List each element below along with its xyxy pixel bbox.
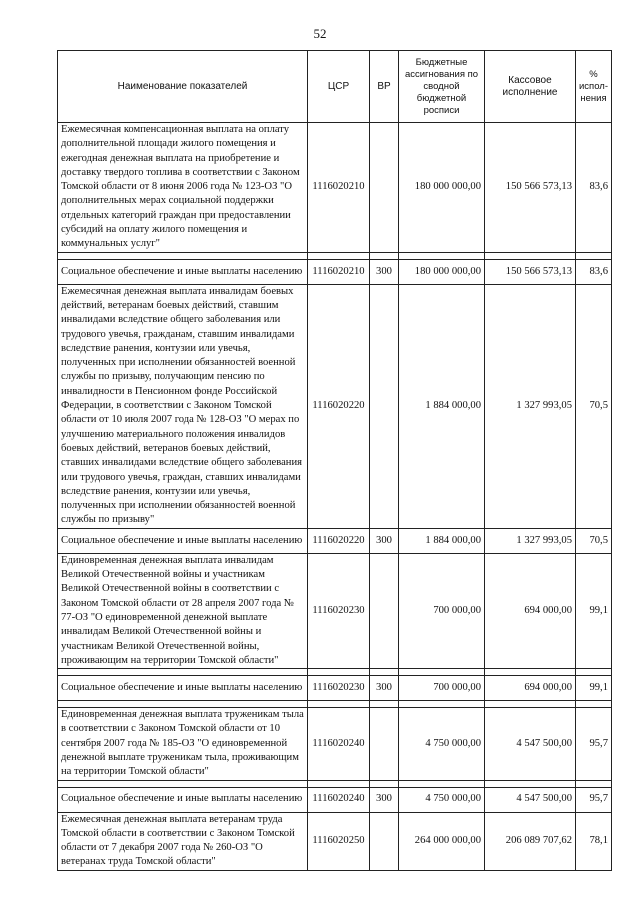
row-vr: 300	[370, 528, 399, 553]
row-vr: 300	[370, 787, 399, 812]
header-budget: Бюджетные ассигнования по сводной бюджетной росписи	[399, 51, 485, 123]
row-csr: 1116020220	[308, 284, 370, 528]
row-percent: 70,5	[576, 528, 612, 553]
row-spacer	[58, 669, 612, 676]
table-row	[58, 284, 612, 528]
row-vr	[370, 284, 399, 528]
table-row	[58, 259, 612, 284]
row-name: Социальное обеспечение и иные выплаты населению	[58, 787, 308, 812]
row-budget: 264 000 000,00	[399, 812, 485, 870]
row-cash: 4 547 500,00	[485, 708, 576, 780]
row-csr: 1116020240	[308, 787, 370, 812]
row-vr: 300	[370, 676, 399, 701]
row-csr: 1116020230	[308, 676, 370, 701]
row-csr: 1116020230	[308, 553, 370, 668]
row-percent: 83,6	[576, 123, 612, 253]
row-cash: 150 566 573,13	[485, 123, 576, 253]
row-budget: 180 000 000,00	[399, 123, 485, 253]
row-budget: 700 000,00	[399, 553, 485, 668]
row-cash: 150 566 573,13	[485, 259, 576, 284]
row-name: Ежемесячная денежная выплата инвалидам боевых действий, ветеранам боевых действий, ставшим инвалидами вследствие общего заболевания или трудового увечья, гражданам, ставшим инвалидами вследствие ранения, контузии или увечья, полученных при исполнении обязанностей военной службы по призыву, получающим пенсию по инвалидности в Пенсионном фонде Российской Федерации, в соответствии с Законом Томской области от 10 июля 2007 года № 128-ОЗ "О мерах по улучшению материального положения инвалидов боевых действий, ветеранов боевых действий, ставших инвалидами вследствие общего заболевания или трудового увечья, граждан, ставших инвалидами вследствие ранения, контузии или увечья, полученных при исполнении обязанностей военной службы по призыву"	[58, 284, 308, 528]
row-percent: 83,6	[576, 259, 612, 284]
row-name: Социальное обеспечение и иные выплаты населению	[58, 259, 308, 284]
row-name: Ежемесячная денежная выплата ветеранам труда Томской области в соответствии с Законом Томской области от 7 декабря 2007 года № 260-ОЗ "О ветеранах труда Томской области"	[58, 812, 308, 870]
row-percent: 70,5	[576, 284, 612, 528]
row-cash: 1 327 993,05	[485, 528, 576, 553]
table-row	[58, 676, 612, 701]
table-row	[58, 708, 612, 780]
row-cash: 4 547 500,00	[485, 787, 576, 812]
row-cash: 694 000,00	[485, 553, 576, 668]
row-budget: 700 000,00	[399, 676, 485, 701]
header-name: Наименование показателей	[58, 51, 308, 123]
row-name: Социальное обеспечение и иные выплаты населению	[58, 676, 308, 701]
row-percent: 78,1	[576, 812, 612, 870]
row-vr	[370, 553, 399, 668]
page-number: 52	[313, 26, 327, 41]
table-row	[58, 123, 612, 253]
row-budget: 1 884 000,00	[399, 284, 485, 528]
row-name: Единовременная денежная выплата труженикам тыла в соответствии с Законом Томской области от 10 сентября 2007 года № 185-ОЗ "О единовременной денежной выплате труженикам тыла, проживающим на территории Томской области"	[58, 708, 308, 780]
row-budget: 1 884 000,00	[399, 528, 485, 553]
table-row	[58, 528, 612, 553]
row-budget: 4 750 000,00	[399, 708, 485, 780]
row-budget: 4 750 000,00	[399, 787, 485, 812]
row-name: Ежемесячная компенсационная выплата на оплату дополнительной площади жилого помещения и ежегодная денежная выплата на приобретение и доставку твердого топлива в соответствии с Законом Томской области от 8 июня 2006 года № 123-ОЗ "О дополнительных мерах социальной поддержки отдельных категорий граждан при предоставлении субсидий на оплату жилого помещения и коммунальных услуг"	[58, 123, 308, 253]
row-vr	[370, 708, 399, 780]
row-percent: 99,1	[576, 676, 612, 701]
row-percent: 95,7	[576, 787, 612, 812]
budget-execution-table	[57, 50, 612, 871]
row-csr: 1116020210	[308, 123, 370, 253]
row-csr: 1116020240	[308, 708, 370, 780]
table-row	[58, 787, 612, 812]
row-percent: 95,7	[576, 708, 612, 780]
row-percent: 99,1	[576, 553, 612, 668]
header-cash: Кассовое исполнение	[485, 51, 576, 123]
row-cash: 1 327 993,05	[485, 284, 576, 528]
header-vr: ВР	[370, 51, 399, 123]
row-vr: 300	[370, 259, 399, 284]
row-vr	[370, 123, 399, 253]
row-vr	[370, 812, 399, 870]
row-cash: 694 000,00	[485, 676, 576, 701]
row-name: Социальное обеспечение и иные выплаты населению	[58, 528, 308, 553]
row-csr: 1116020220	[308, 528, 370, 553]
row-spacer	[58, 701, 612, 708]
row-name: Единовременная денежная выплата инвалидам Великой Отечественной войны и участникам Великой Отечественной войны в соответствии с Законом Томской области от 28 апреля 2007 года № 77-ОЗ "О единовременной денежной выплате инвалидам Великой Отечественной войны и участникам Великой Отечественной войны, проживающим на территории Томской области"	[58, 553, 308, 668]
row-cash: 206 089 707,62	[485, 812, 576, 870]
header-percent: % испол- нения	[576, 51, 612, 123]
row-spacer	[58, 780, 612, 787]
header-csr: ЦСР	[308, 51, 370, 123]
table-header-row	[58, 51, 612, 123]
row-csr: 1116020210	[308, 259, 370, 284]
table-row	[58, 812, 612, 870]
row-budget: 180 000 000,00	[399, 259, 485, 284]
row-csr: 1116020250	[308, 812, 370, 870]
row-spacer	[58, 252, 612, 259]
table-row	[58, 553, 612, 668]
